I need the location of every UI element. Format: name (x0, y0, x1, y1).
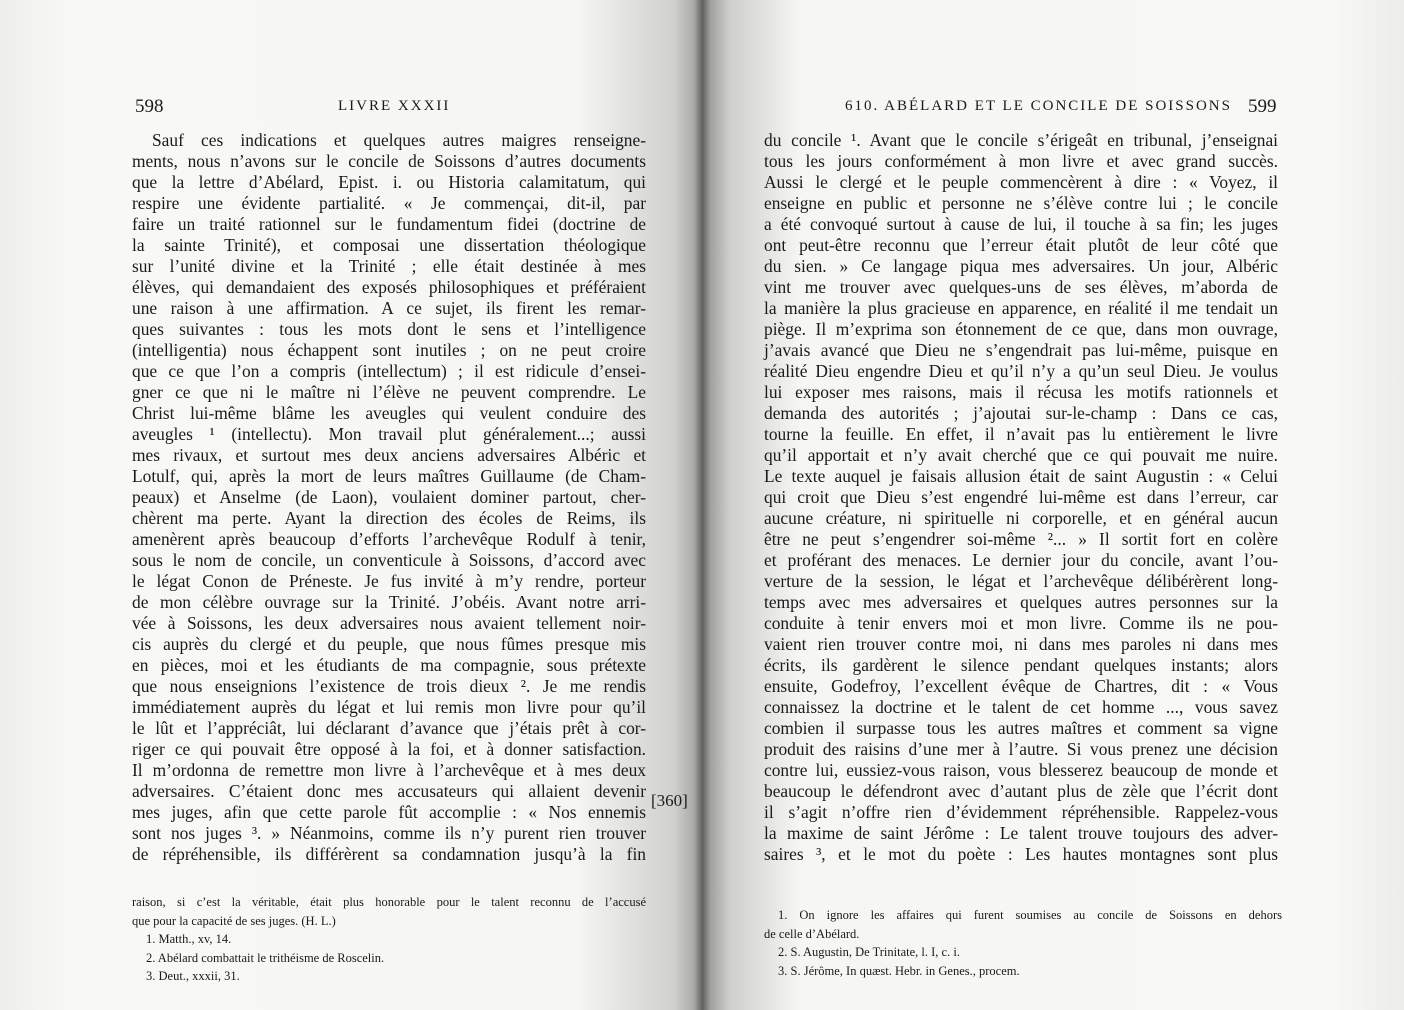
text-line: ont peut-être reconnu que l’erreur était plutôt de leur côté que (764, 235, 1278, 255)
text-line: Sauf ces indications et quelques autres maigres renseigne- (152, 130, 646, 150)
text-line: contre lui, eussiez-vous raison, vous blesserez beaucoup de monde et (764, 760, 1278, 780)
text-line: en pièces, moi et les étudiants de ma compagnie, sous prétexte (132, 655, 646, 675)
text-line: il s’agit n’offre rien d’évidemment répréhensible. Rappelez-vous (764, 802, 1278, 822)
text-line: immédiatement auprès du légat et lui remis mon livre pour qu’il (132, 697, 646, 717)
text-line: qu’il apportait et n’y avait cherché que ce qui pouvait me nuire. (764, 445, 1278, 465)
footnote: 2. Abélard combattait le trithéisme de Roscelin. (146, 950, 385, 965)
text-line: beaucoup le défendront avec d’autant plus de zèle que l’écrit dont (764, 781, 1278, 801)
footnote-continuation: raison, si c’est la véritable, était plus honorable pour le talent reconnu de l’accusé (132, 895, 646, 909)
text-line: qui croit que Dieu s’est engendré lui-même est dans l’erreur, car (764, 487, 1278, 507)
text-line: ments, nous n’avons sur le concile de Soissons d’autres documents (132, 151, 646, 171)
text-line: Aussi le clergé et le peuple commencèrent à dire : « Voyez, il (764, 172, 1278, 192)
body-text (132, 130, 646, 865)
margin-marker: [360] (651, 791, 688, 810)
text-line: conduite à tenir envers moi et mon livre. Comme ils ne pou- (764, 613, 1278, 633)
text-line: amenèrent après beaucoup d’efforts l’archevêque Rodulf à tenir, (132, 529, 646, 549)
text-line: vint me trouver avec quelques-uns de ses élèves, m’aborda de (764, 277, 1278, 297)
text-line: Christ lui-même blâme les aveugles qui veulent conduire des (132, 403, 646, 423)
text-line: peaux) et Anselme (de Laon), voulaient dominer partout, cher- (132, 487, 646, 507)
text-line: ques suivantes : tous les mots dont le sens et l’intelligence (132, 319, 646, 339)
text-line: faire un traité rationnel sur le fundamentum fidei (doctrine de (132, 214, 646, 234)
text-line: chèrent ma perte. Ayant la direction des écoles de Reims, ils (132, 508, 646, 528)
text-line: a été convoqué surtout à cause de lui, il touche à sa fin; les juges (764, 214, 1278, 234)
text-line: et proférant des menaces. Le dernier jour du concile, avant l’ou- (764, 550, 1278, 570)
page-number: 598 (135, 96, 164, 117)
text-line: mes rivaux, et surtout mes deux anciens adversaires Albéric et (132, 445, 646, 465)
body-text (764, 130, 1278, 865)
running-header: 610. ABÉLARD ET LE CONCILE DE SOISSONS (845, 98, 1232, 114)
footnotes (132, 893, 646, 986)
text-line: la maxime de saint Jérôme : Le talent trouve toujours des adver- (764, 823, 1278, 843)
text-line: verture de la session, le légat et l’archevêque délibérèrent long- (764, 571, 1278, 591)
footnote: 1. On ignore les affaires qui furent soumises au concile de Soissons en dehors (778, 908, 1282, 922)
text-line: Le texte auquel je faisais allusion était de saint Augustin : « Celui (764, 466, 1278, 486)
text-line: que nous enseignions l’existence de trois dieux ². Je me rendis (132, 676, 646, 696)
text-line: aucune créature, ni spirituelle ni corporelle, et en général aucun (764, 508, 1278, 528)
text-line: temps avec mes adversaires et quelques autres personnes sur la (764, 592, 1278, 612)
footnote-continuation: que pour la capacité de ses juges. (H. L.) (132, 913, 336, 928)
text-line: être ne peut s’engendrer soi-même ²... » Il sortit fort en colère (764, 529, 1278, 549)
text-line: de mon célèbre ouvrage sur la Trinité. J’obéis. Avant notre arri- (132, 592, 646, 612)
text-line: (intelligentia) nous échappent sont inutiles ; on ne peut croire (132, 340, 646, 360)
text-line: le légat Conon de Préneste. Je fus invité à m’y rendre, porteur (132, 571, 646, 591)
footnote: 1. Matth., xv, 14. (146, 932, 232, 946)
text-line: élèves, qui demandaient des exposés philosophiques et préféraient (132, 277, 646, 297)
text-line: sur l’unité divine et la Trinité ; elle était destinée à mes (132, 256, 646, 276)
text-line: une raison à une affirmation. A ce sujet, ils firent les remar- (132, 298, 646, 318)
book-gutter (694, 0, 710, 1010)
text-line: tous les jours conformément à mon livre et avec grand succès. (764, 151, 1278, 171)
text-line: demanda des autorités ; j’ajoutai sur-le-champ : Dans ce cas, (764, 403, 1278, 423)
text-line: Lotulf, qui, après la mort de leurs maîtres Guillaume (de Cham- (132, 466, 646, 486)
text-line: aveugles ¹ (intellectu). Mon travail plut généralement...; aussi (132, 424, 646, 444)
footnotes (764, 906, 1282, 980)
text-line: tourne la feuille. En effet, il n’avait pas lu entièrement le livre (764, 424, 1278, 444)
text-line: écrits, ils gardèrent le silence pendant quelques instants; alors (764, 655, 1278, 675)
text-line: la sainte Trinité), et composai une dissertation théologique (132, 235, 646, 255)
text-line: que ce que l’on a compris (intellectum) ; il est ridicule d’ensei- (132, 361, 646, 381)
text-line: du concile ¹. Avant que le concile s’érigeât en tribunal, j’enseignai (764, 130, 1278, 150)
text-line: réalité Dieu engendre Dieu et qu’il n’y a qu’un seul Dieu. Je voulus (764, 361, 1278, 381)
footnote: de celle d’Abélard. (764, 926, 860, 941)
text-line: Il m’ordonna de remettre mon livre à l’archevêque et à mes deux (132, 760, 646, 780)
text-line: sous le nom de concile, un conventicule à Soissons, d’accord avec (132, 550, 646, 570)
text-line: vée à Soissons, les deux adversaires nous avaient tellement noir- (132, 613, 646, 633)
text-line: adversaires. C’étaient donc mes accusateurs qui allaient devenir (132, 781, 646, 801)
text-line: saires ³, et le mot du poète : Les hautes montagnes sont plus (764, 844, 1278, 864)
text-line: piège. Il m’exprima son étonnement de ce que, dans mon ouvrage, (764, 319, 1278, 339)
footnote: 3. S. Jérôme, In quæst. Hebr. in Genes., procem. (778, 963, 1020, 978)
text-line: le lût et l’appréciât, lui déclarant d’avance que j’étais prêt à cor- (132, 718, 646, 738)
text-line: mes juges, afin que cette parole fût accomplie : « Nos ennemis (132, 802, 646, 822)
page-number: 599 (1248, 96, 1277, 117)
text-line: lui exposer mes raisons, mais il récusa les motifs rationnels et (764, 382, 1278, 402)
text-line: combien il surpasse tous les autres maîtres et comment sa vigne (764, 718, 1278, 738)
text-line: de répréhensible, ils différèrent sa condamnation jusqu’à la fin (132, 844, 646, 864)
text-line: sont nos juges ³. » Néanmoins, comme ils n’y purent rien trouver (132, 823, 646, 843)
text-line: connaissez la doctrine et le talent de cet homme ..., vous savez (764, 697, 1278, 717)
footnote: 3. Deut., xxxii, 31. (146, 969, 240, 983)
right-page (702, 0, 1404, 1010)
footnote: 2. S. Augustin, De Trinitate, l. I, c. i. (778, 945, 960, 959)
running-header: LIVRE XXXII (338, 98, 451, 114)
text-line: respire une évidente partialité. « Je commençai, dit-il, par (132, 193, 646, 213)
text-line: la manière la plus gracieuse en apparence, en réalité il me tendait un (764, 298, 1278, 318)
text-line: j’avais avancé que Dieu ne s’engendrait pas lui-même, puisque en (764, 340, 1278, 360)
text-line: riger ce qui pouvait être opposé à la foi, et à donner satisfaction. (132, 739, 646, 759)
text-line: que la lettre d’Abélard, Epist. i. ou Historia calamitatum, qui (132, 172, 646, 192)
text-line: gner ce que ni le maître ni l’élève ne peuvent comprendre. Le (132, 382, 646, 402)
text-line: du sien. » Ce langage piqua mes adversaires. Un jour, Albéric (764, 256, 1278, 276)
text-line: cis auprès du clergé et du peuple, que nous fûmes presque mis (132, 634, 646, 654)
text-line: ensuite, Godefroy, l’excellent évêque de Chartres, dit : « Vous (764, 676, 1278, 696)
text-line: enseigne en public et personne ne s’élève contre lui ; le concile (764, 193, 1278, 213)
text-line: vaient rien trouver contre moi, ni dans mes paroles ni dans mes (764, 634, 1278, 654)
text-line: produit des raisins d’une mer à l’autre. Si vous prenez une décision (764, 739, 1278, 759)
